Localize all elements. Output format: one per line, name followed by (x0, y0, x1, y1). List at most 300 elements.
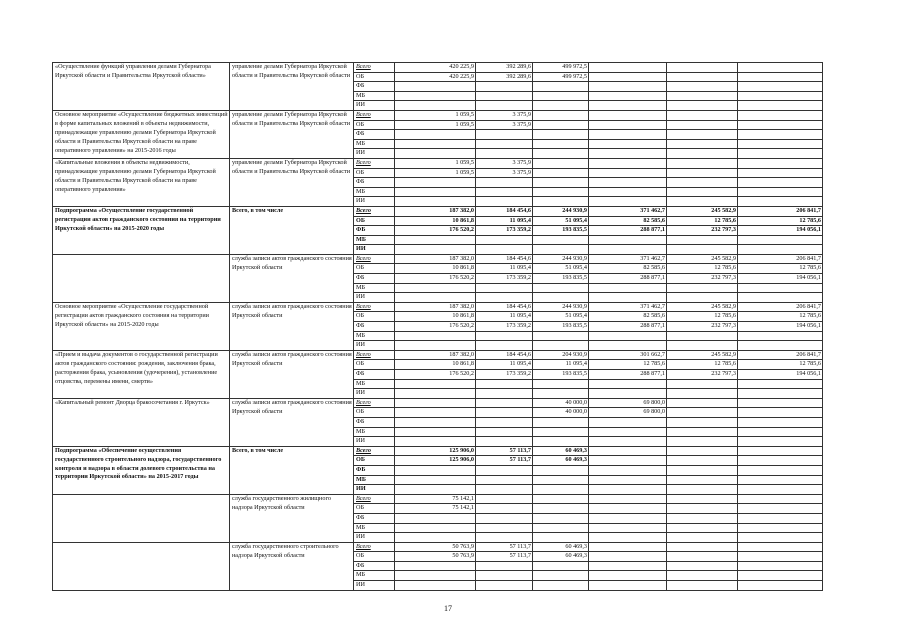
amount-cell: 10 861,8 (395, 360, 476, 370)
amount-cell (738, 571, 823, 581)
amount-cell (533, 465, 589, 475)
amount-cell (533, 293, 589, 303)
amount-cell: 69 800,0 (589, 408, 667, 418)
amount-cell (738, 158, 823, 168)
amount-cell (589, 139, 667, 149)
amount-cell (667, 398, 738, 408)
executor-cell: служба записи актов гражданского состояния Иркутской области (230, 254, 354, 302)
amount-cell: 204 930,9 (533, 350, 589, 360)
amount-cell (738, 485, 823, 495)
program-name-cell: Основное мероприятие «Осуществление государственной регистрации актов гражданского состояния на территории Иркутской области» на 2015-2020 годы (53, 302, 230, 350)
amount-cell (395, 235, 476, 245)
amount-cell: 75 142,1 (395, 504, 476, 514)
table-row (53, 302, 823, 312)
funding-source-cell: ФБ (354, 417, 395, 427)
amount-cell (476, 465, 533, 475)
amount-cell (738, 187, 823, 197)
funding-source-cell: ФБ (354, 130, 395, 140)
amount-cell: 244 930,9 (533, 254, 589, 264)
amount-cell: 11 095,4 (476, 312, 533, 322)
amount-cell (476, 398, 533, 408)
amount-cell (476, 485, 533, 495)
funding-source-cell: МБ (354, 187, 395, 197)
amount-cell: 82 585,6 (589, 264, 667, 274)
amount-cell: 184 454,6 (476, 302, 533, 312)
amount-cell (667, 408, 738, 418)
amount-cell (738, 561, 823, 571)
amount-cell (395, 341, 476, 351)
amount-cell (738, 130, 823, 140)
amount-cell (667, 139, 738, 149)
amount-cell (533, 427, 589, 437)
amount-cell (738, 139, 823, 149)
table-row (53, 254, 823, 264)
amount-cell: 50 763,9 (395, 552, 476, 562)
amount-cell: 82 585,6 (589, 312, 667, 322)
page-number: 17 (444, 604, 452, 613)
amount-cell (667, 561, 738, 571)
funding-source-cell: ИИ (354, 581, 395, 591)
funding-source-cell: ИИ (354, 293, 395, 303)
amount-cell: 51 095,4 (533, 312, 589, 322)
funding-source-cell: ФБ (354, 274, 395, 284)
amount-cell (589, 168, 667, 178)
amount-cell (667, 82, 738, 92)
amount-cell: 245 582,9 (667, 350, 738, 360)
amount-cell (533, 120, 589, 130)
funding-source-cell: ИИ (354, 197, 395, 207)
amount-cell (589, 533, 667, 543)
amount-cell: 187 382,0 (395, 302, 476, 312)
funding-source-cell: ОБ (354, 264, 395, 274)
funding-source-cell: ОБ (354, 216, 395, 226)
amount-cell (738, 72, 823, 82)
amount-cell: 50 763,9 (395, 542, 476, 552)
amount-cell (667, 235, 738, 245)
amount-cell (533, 149, 589, 159)
amount-cell (738, 446, 823, 456)
amount-cell: 60 469,3 (533, 456, 589, 466)
executor-cell: управление делами Губернатора Иркутской области и Правительства Иркутской области (230, 110, 354, 158)
amount-cell (533, 437, 589, 447)
amount-cell (738, 178, 823, 188)
funding-source-cell: ОБ (354, 120, 395, 130)
amount-cell (395, 101, 476, 111)
program-name-cell: Подпрограмма «Осуществление государственной регистрации актов гражданского состояния на территории Иркутской области» на 2015-2020 годы (53, 206, 230, 254)
amount-cell (738, 465, 823, 475)
amount-cell (738, 475, 823, 485)
amount-cell (476, 197, 533, 207)
amount-cell (395, 389, 476, 399)
amount-cell (589, 417, 667, 427)
amount-cell (476, 331, 533, 341)
executor-cell: Всего, в том числе (230, 206, 354, 254)
amount-cell (589, 82, 667, 92)
funding-source-cell: ОБ (354, 552, 395, 562)
amount-cell (738, 235, 823, 245)
amount-cell: 176 520,2 (395, 274, 476, 284)
amount-cell (476, 417, 533, 427)
amount-cell: 125 906,0 (395, 456, 476, 466)
amount-cell (667, 197, 738, 207)
amount-cell (738, 331, 823, 341)
amount-cell (667, 552, 738, 562)
funding-source-cell: МБ (354, 235, 395, 245)
program-name-cell (53, 542, 230, 590)
executor-cell: служба государственного строительного надзора Иркутской области (230, 542, 354, 590)
table-row (53, 542, 823, 552)
amount-cell: 187 382,0 (395, 254, 476, 264)
amount-cell (667, 446, 738, 456)
amount-cell (395, 571, 476, 581)
amount-cell (533, 417, 589, 427)
amount-cell (533, 523, 589, 533)
amount-cell (533, 245, 589, 255)
funding-source-cell: Всего (354, 206, 395, 216)
amount-cell (533, 504, 589, 514)
amount-cell: 499 972,5 (533, 63, 589, 73)
amount-cell (589, 72, 667, 82)
amount-cell (395, 187, 476, 197)
funding-source-cell: МБ (354, 571, 395, 581)
amount-cell (395, 475, 476, 485)
amount-cell: 173 359,2 (476, 370, 533, 380)
amount-cell (667, 293, 738, 303)
amount-cell: 371 462,7 (589, 254, 667, 264)
budget-table (52, 62, 823, 591)
amount-cell (738, 389, 823, 399)
amount-cell: 10 861,8 (395, 216, 476, 226)
amount-cell (589, 389, 667, 399)
amount-cell (667, 331, 738, 341)
amount-cell: 245 582,9 (667, 254, 738, 264)
amount-cell (476, 82, 533, 92)
amount-cell (738, 523, 823, 533)
funding-source-cell: ИИ (354, 245, 395, 255)
amount-cell (738, 513, 823, 523)
amount-cell (589, 465, 667, 475)
amount-cell: 187 382,0 (395, 206, 476, 216)
amount-cell (589, 341, 667, 351)
amount-cell (667, 542, 738, 552)
amount-cell (395, 178, 476, 188)
amount-cell: 10 861,8 (395, 312, 476, 322)
amount-cell: 245 582,9 (667, 302, 738, 312)
amount-cell: 12 785,6 (667, 216, 738, 226)
amount-cell: 69 800,0 (589, 398, 667, 408)
amount-cell (589, 427, 667, 437)
amount-cell (395, 523, 476, 533)
amount-cell: 176 520,2 (395, 370, 476, 380)
amount-cell (533, 178, 589, 188)
amount-cell (738, 417, 823, 427)
amount-cell (589, 63, 667, 73)
funding-source-cell: ИИ (354, 533, 395, 543)
amount-cell (395, 91, 476, 101)
amount-cell (589, 475, 667, 485)
program-name-cell: «Капитальный ремонт Дворца бракосочетания г. Иркутск» (53, 398, 230, 446)
amount-cell (395, 331, 476, 341)
amount-cell (738, 341, 823, 351)
table-row (53, 206, 823, 216)
amount-cell (589, 149, 667, 159)
amount-cell (738, 533, 823, 543)
amount-cell: 232 797,3 (667, 226, 738, 236)
amount-cell: 194 056,1 (738, 322, 823, 332)
table-row (53, 350, 823, 360)
amount-cell (738, 91, 823, 101)
amount-cell (533, 139, 589, 149)
amount-cell (476, 494, 533, 504)
amount-cell (589, 513, 667, 523)
amount-cell (738, 149, 823, 159)
amount-cell: 51 095,4 (533, 216, 589, 226)
amount-cell (667, 437, 738, 447)
amount-cell: 40 000,0 (533, 398, 589, 408)
funding-source-cell: ФБ (354, 513, 395, 523)
amount-cell (476, 139, 533, 149)
amount-cell (476, 571, 533, 581)
amount-cell (738, 398, 823, 408)
funding-source-cell: МБ (354, 379, 395, 389)
amount-cell (395, 398, 476, 408)
funding-source-cell: ОБ (354, 456, 395, 466)
amount-cell: 11 095,4 (533, 360, 589, 370)
amount-cell: 12 785,6 (738, 312, 823, 322)
amount-cell (667, 283, 738, 293)
funding-source-cell: ФБ (354, 82, 395, 92)
amount-cell (476, 235, 533, 245)
amount-cell (533, 581, 589, 591)
amount-cell (667, 504, 738, 514)
amount-cell: 194 056,1 (738, 370, 823, 380)
amount-cell (395, 533, 476, 543)
program-name-cell: «Осуществление функций управления делами Губернатора Иркутской области и Правительства Иркутской области» (53, 63, 230, 111)
amount-cell (589, 552, 667, 562)
amount-cell (667, 485, 738, 495)
funding-source-cell: ОБ (354, 168, 395, 178)
amount-cell (395, 513, 476, 523)
funding-source-cell: Всего (354, 254, 395, 264)
table-row (53, 494, 823, 504)
amount-cell (667, 533, 738, 543)
amount-cell: 288 877,1 (589, 322, 667, 332)
amount-cell: 3 375,9 (476, 110, 533, 120)
amount-cell (667, 513, 738, 523)
table-row (53, 398, 823, 408)
amount-cell: 40 000,0 (533, 408, 589, 418)
program-name-cell: «Прием и выдача документов о государственной регистрации актов гражданского состояния: рождения, заключения брака, расторжения брака, усыновления (удочерения), установление отцовства, перемены имени, смерти» (53, 350, 230, 398)
amount-cell: 12 785,6 (738, 216, 823, 226)
budget-table-body (53, 63, 823, 591)
amount-cell (533, 494, 589, 504)
amount-cell: 82 585,6 (589, 216, 667, 226)
funding-source-cell: МБ (354, 523, 395, 533)
funding-source-cell: ФБ (354, 465, 395, 475)
amount-cell: 301 662,7 (589, 350, 667, 360)
amount-cell (476, 130, 533, 140)
amount-cell (667, 91, 738, 101)
amount-cell (533, 341, 589, 351)
funding-source-cell: ФБ (354, 178, 395, 188)
amount-cell (738, 494, 823, 504)
amount-cell: 232 797,3 (667, 322, 738, 332)
executor-cell: служба государственного жилищного надзора Иркутской области (230, 494, 354, 542)
amount-cell (395, 408, 476, 418)
funding-source-cell: ИИ (354, 101, 395, 111)
amount-cell: 3 375,9 (476, 120, 533, 130)
amount-cell (533, 168, 589, 178)
amount-cell: 57 113,7 (476, 552, 533, 562)
amount-cell (395, 379, 476, 389)
amount-cell (589, 197, 667, 207)
amount-cell (589, 494, 667, 504)
amount-cell (476, 408, 533, 418)
amount-cell (476, 513, 533, 523)
amount-cell (476, 187, 533, 197)
amount-cell (476, 437, 533, 447)
funding-source-cell: ФБ (354, 322, 395, 332)
amount-cell (667, 475, 738, 485)
amount-cell (738, 120, 823, 130)
amount-cell: 173 359,2 (476, 226, 533, 236)
amount-cell (589, 437, 667, 447)
funding-source-cell: Всего (354, 494, 395, 504)
amount-cell: 420 225,9 (395, 72, 476, 82)
amount-cell (589, 542, 667, 552)
amount-cell (395, 581, 476, 591)
amount-cell (476, 523, 533, 533)
amount-cell (476, 533, 533, 543)
amount-cell (738, 101, 823, 111)
amount-cell: 3 375,9 (476, 158, 533, 168)
amount-cell: 193 835,5 (533, 370, 589, 380)
amount-cell: 232 797,3 (667, 274, 738, 284)
amount-cell (395, 293, 476, 303)
amount-cell: 1 059,5 (395, 120, 476, 130)
amount-cell (476, 245, 533, 255)
amount-cell: 11 095,4 (476, 360, 533, 370)
amount-cell: 206 841,7 (738, 206, 823, 216)
amount-cell: 206 841,7 (738, 254, 823, 264)
funding-source-cell: ИИ (354, 341, 395, 351)
amount-cell (533, 389, 589, 399)
funding-source-cell: Всего (354, 63, 395, 73)
amount-cell: 245 582,9 (667, 206, 738, 216)
executor-cell: Всего, в том числе (230, 446, 354, 494)
amount-cell (395, 197, 476, 207)
amount-cell (667, 427, 738, 437)
amount-cell (395, 82, 476, 92)
amount-cell (589, 456, 667, 466)
funding-source-cell: МБ (354, 427, 395, 437)
amount-cell (738, 197, 823, 207)
amount-cell (589, 110, 667, 120)
amount-cell (589, 101, 667, 111)
amount-cell: 1 059,5 (395, 168, 476, 178)
amount-cell (738, 63, 823, 73)
amount-cell (476, 427, 533, 437)
amount-cell: 184 454,6 (476, 206, 533, 216)
amount-cell: 392 289,6 (476, 72, 533, 82)
amount-cell: 420 225,9 (395, 63, 476, 73)
amount-cell (667, 130, 738, 140)
amount-cell (395, 130, 476, 140)
amount-cell: 193 835,5 (533, 226, 589, 236)
amount-cell (738, 437, 823, 447)
amount-cell (533, 82, 589, 92)
amount-cell (738, 110, 823, 120)
amount-cell (395, 417, 476, 427)
funding-source-cell: ИИ (354, 389, 395, 399)
amount-cell (589, 523, 667, 533)
amount-cell (533, 485, 589, 495)
amount-cell (738, 581, 823, 591)
amount-cell (738, 283, 823, 293)
amount-cell (533, 561, 589, 571)
amount-cell (667, 245, 738, 255)
amount-cell (667, 456, 738, 466)
amount-cell: 12 785,6 (667, 312, 738, 322)
funding-source-cell: МБ (354, 91, 395, 101)
amount-cell: 193 835,5 (533, 274, 589, 284)
amount-cell: 499 972,5 (533, 72, 589, 82)
funding-source-cell: ОБ (354, 312, 395, 322)
amount-cell (589, 120, 667, 130)
funding-source-cell: ИИ (354, 149, 395, 159)
program-name-cell: «Капитальные вложения в объекты недвижимости, принадлежащие управлению делами Губернатора Иркутской области и Правительства Иркутской области на праве оперативного управления» (53, 158, 230, 206)
amount-cell: 51 095,4 (533, 264, 589, 274)
executor-cell: служба записи актов гражданского состояния Иркутской области (230, 350, 354, 398)
amount-cell: 176 520,2 (395, 226, 476, 236)
program-name-cell (53, 254, 230, 302)
amount-cell: 176 520,2 (395, 322, 476, 332)
funding-source-cell: ОБ (354, 504, 395, 514)
amount-cell: 184 454,6 (476, 350, 533, 360)
funding-source-cell: ИИ (354, 485, 395, 495)
amount-cell (738, 456, 823, 466)
amount-cell (589, 379, 667, 389)
amount-cell (476, 341, 533, 351)
amount-cell (589, 485, 667, 495)
funding-source-cell: Всего (354, 398, 395, 408)
amount-cell: 194 056,1 (738, 274, 823, 284)
amount-cell (667, 187, 738, 197)
funding-source-cell: МБ (354, 139, 395, 149)
amount-cell (589, 245, 667, 255)
funding-source-cell: Всего (354, 542, 395, 552)
funding-source-cell: МБ (354, 331, 395, 341)
amount-cell (533, 533, 589, 543)
amount-cell (476, 581, 533, 591)
amount-cell (589, 504, 667, 514)
program-name-cell: Подпрограмма «Обеспечение осуществления государственного строительного надзора, государственного контроля и надзора в области долевого строительства на территории Иркутской области» на 2015-2017 годы (53, 446, 230, 494)
amount-cell: 187 382,0 (395, 350, 476, 360)
executor-cell: служба записи актов гражданского состояния Иркутской области (230, 302, 354, 350)
table-row (53, 446, 823, 456)
amount-cell: 11 095,4 (476, 216, 533, 226)
amount-cell (667, 63, 738, 73)
amount-cell (533, 130, 589, 140)
amount-cell (667, 494, 738, 504)
amount-cell (667, 417, 738, 427)
amount-cell (533, 158, 589, 168)
amount-cell: 1 059,5 (395, 158, 476, 168)
funding-source-cell: Всего (354, 446, 395, 456)
amount-cell (667, 168, 738, 178)
amount-cell (738, 542, 823, 552)
funding-source-cell: ФБ (354, 561, 395, 571)
